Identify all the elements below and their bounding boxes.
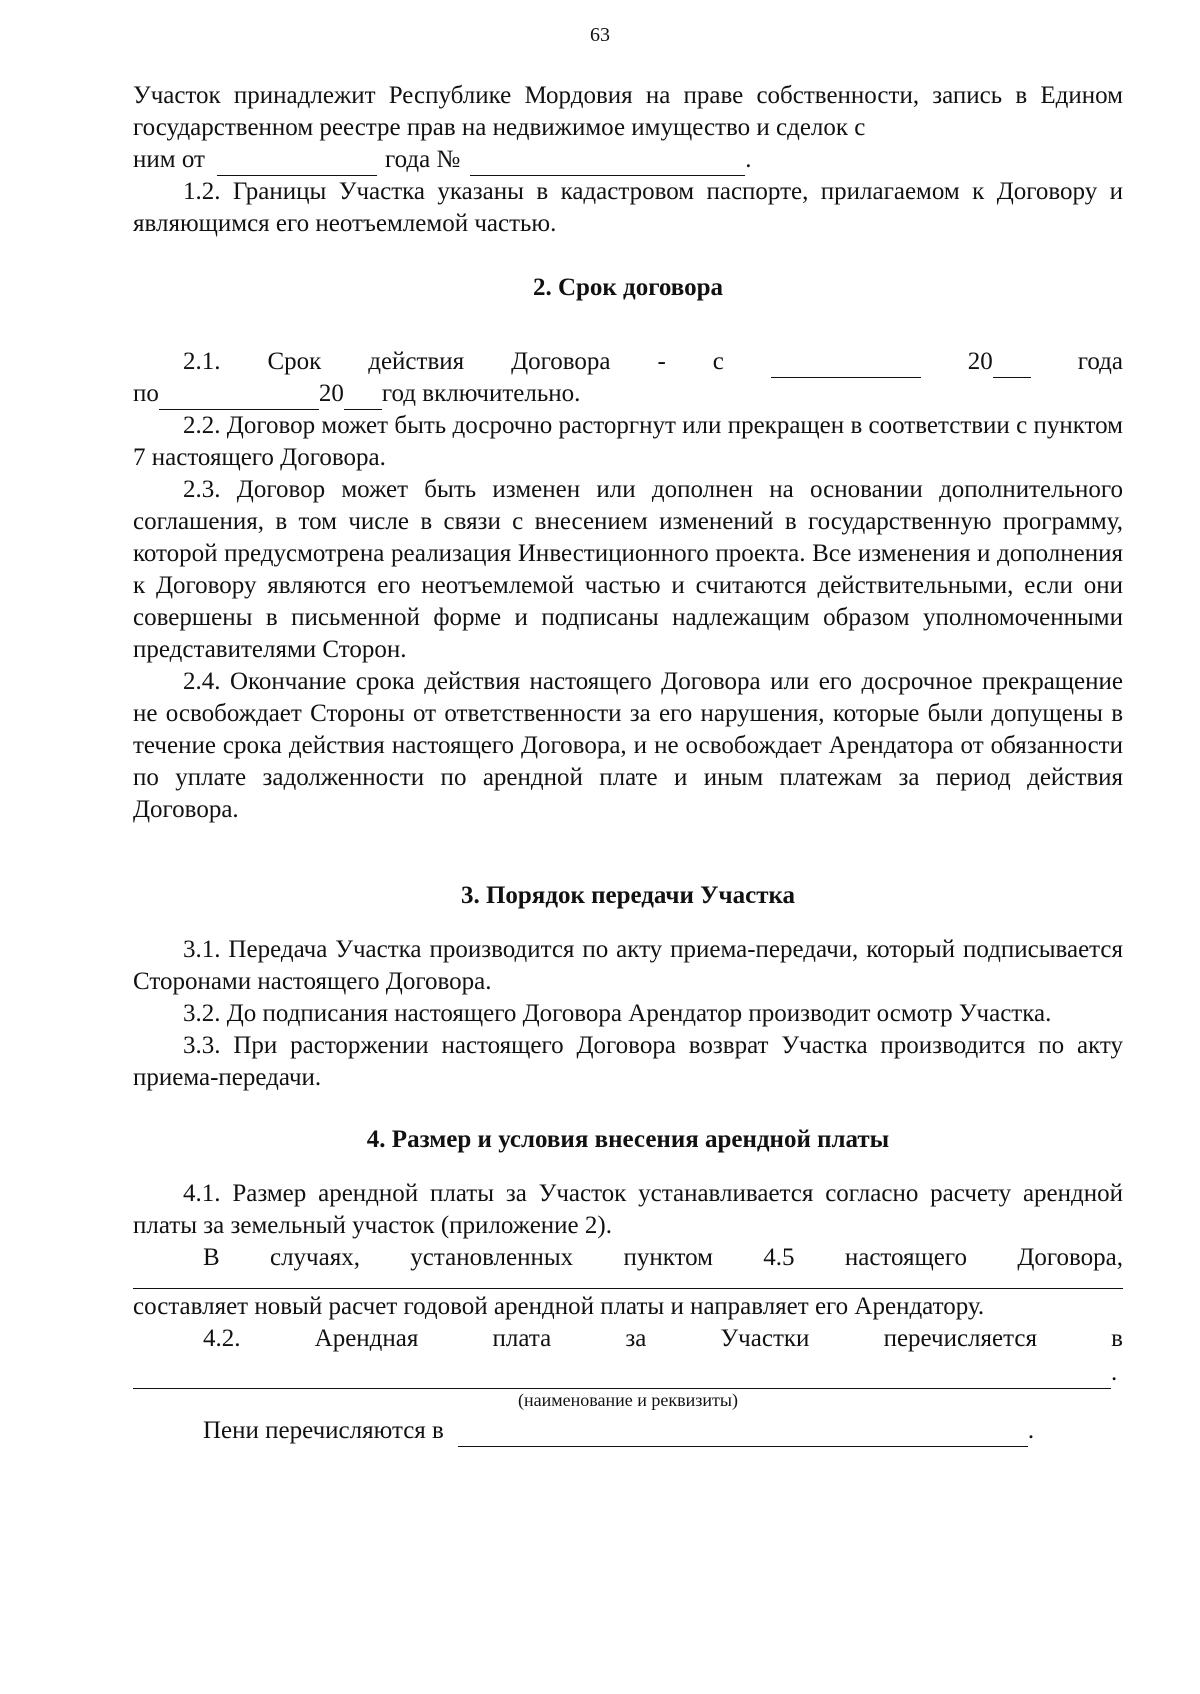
text-fragment: по: [133, 380, 159, 407]
text-fragment: -: [657, 348, 666, 375]
text-fragment: Арендная: [314, 1325, 419, 1352]
text-fragment: года: [1077, 348, 1123, 375]
text-fragment: .: [1111, 1359, 1118, 1386]
paragraph-4-1: 4.1. Размер арендной платы за Участок устанавливается согласно расчету арендной платы за земельный участок (приложение 2).: [133, 1180, 1123, 1239]
paragraph-4-1-recalc: составляет новый расчет годовой арендной платы и направляет его Арендатору.: [133, 1293, 985, 1320]
paragraph-4-2-line: [133, 1323, 1123, 1355]
blank-payment-recipient: [133, 1366, 1111, 1389]
text-fragment: Срок: [267, 348, 322, 375]
section-heading-4: 4. Размер и условия внесения арендной платы: [366, 1126, 890, 1153]
text-fragment: действия: [368, 348, 465, 375]
text-fragment: .: [1027, 1417, 1035, 1444]
text-fragment: Пени перечисляются в: [203, 1417, 444, 1444]
penalty-line: [133, 1415, 1123, 1447]
paragraph-intro-registration-line: [133, 144, 1123, 176]
blank-start-year: [993, 355, 1031, 378]
paragraph-2-4: 2.4. Окончание срока действия настоящего Договора или его досрочное прекращение не освобождает Стороны от ответственности за его нарушения, которые были допущены в течение срока действия настоящего Договора, и не освобождает Арендатора от обязанности по уплате задолженности по арендной плате и иным платежам за период действия Договора.: [133, 668, 1123, 823]
year-field-start: [968, 346, 1031, 378]
blank-end-date: [159, 387, 319, 410]
text-fragment: настоящего: [844, 1244, 968, 1271]
document-body: [133, 80, 1123, 1447]
text-fragment: ним от: [133, 146, 205, 173]
blank-end-year: [344, 387, 382, 410]
paragraph-3-1: 3.1. Передача Участка производится по акту приема-передачи, который подписывается Сторонами настоящего Договора.: [133, 936, 1123, 995]
paragraph-2-1-line1: [133, 346, 1123, 378]
text-fragment: Договора: [511, 348, 611, 375]
text-fragment: 4.2.: [203, 1325, 241, 1352]
blank-date: [217, 153, 377, 176]
page-number: 63: [590, 24, 610, 46]
payment-recipient-line: [133, 1355, 1123, 1389]
text-fragment: установленных: [410, 1244, 574, 1271]
section-heading-2: 2. Срок договора: [532, 274, 724, 301]
text-fragment: год включительно.: [381, 380, 581, 407]
text-fragment: 20: [318, 380, 344, 407]
text-fragment: перечисляется: [883, 1325, 1037, 1352]
text-fragment: Участки: [720, 1325, 810, 1352]
text-fragment: 20: [967, 348, 993, 375]
paragraph-2-3: 2.3. Договор может быть изменен или дополнен на основании дополнительного соглашения, в том числе в связи с внесением изменений в государственную программу, которой предусмотрена реализация Инвестиционного проекта. Все изменения и дополнения к Договору являются его неотъемлемой частью и считаются действительными, если они совершены в письменной форме и подписаны надлежащим образом уполномоченными представителями Сторон.: [133, 476, 1123, 663]
text-fragment: .: [745, 146, 752, 173]
paragraph-3-2: 3.2. До подписания настоящего Договора Арендатор производит осмотр Участка.: [183, 1000, 1052, 1027]
text-fragment: с: [712, 348, 724, 375]
blank-number: [470, 153, 745, 176]
text-fragment: В: [203, 1244, 220, 1271]
text-fragment: 2.1.: [183, 348, 221, 375]
blank-penalty-recipient: [458, 1424, 1028, 1447]
text-fragment: года №: [384, 146, 461, 173]
text-fragment: случаях,: [269, 1244, 360, 1271]
paragraph-3-3: 3.3. При расторжении настоящего Договора возврат Участка производится по акту приема-передачи.: [133, 1032, 1123, 1091]
text-fragment: Договора,: [1017, 1244, 1123, 1271]
text-fragment: за: [625, 1325, 647, 1352]
blank-start-date: [771, 355, 921, 378]
text-fragment: в: [1111, 1325, 1123, 1352]
paragraph-2-2: 2.2. Договор может быть досрочно расторгнут или прекращен в соответствии с пунктом 7 настоящего Договора.: [133, 412, 1123, 471]
paragraph-intro: Участок принадлежит Республике Мордовия на праве собственности, запись в Едином государственном реестре прав на недвижимое имущество и сделок с: [133, 82, 1123, 141]
text-fragment: пунктом: [623, 1244, 713, 1271]
blank-landlord-name: [133, 1288, 1123, 1289]
section-heading-3: 3. Порядок передачи Участка: [460, 882, 796, 909]
text-fragment: плата: [492, 1325, 552, 1352]
paragraph-4-1-cases-line: [133, 1242, 1123, 1274]
blank-caption: (наименование и реквизиты): [518, 1390, 738, 1410]
text-fragment: 4.5: [763, 1244, 795, 1271]
paragraph-1-2: 1.2. Границы Участка указаны в кадастровом паспорте, прилагаемом к Договору и являющимся его неотъемлемой частью.: [133, 178, 1123, 237]
paragraph-2-1-line2: [133, 378, 1123, 410]
